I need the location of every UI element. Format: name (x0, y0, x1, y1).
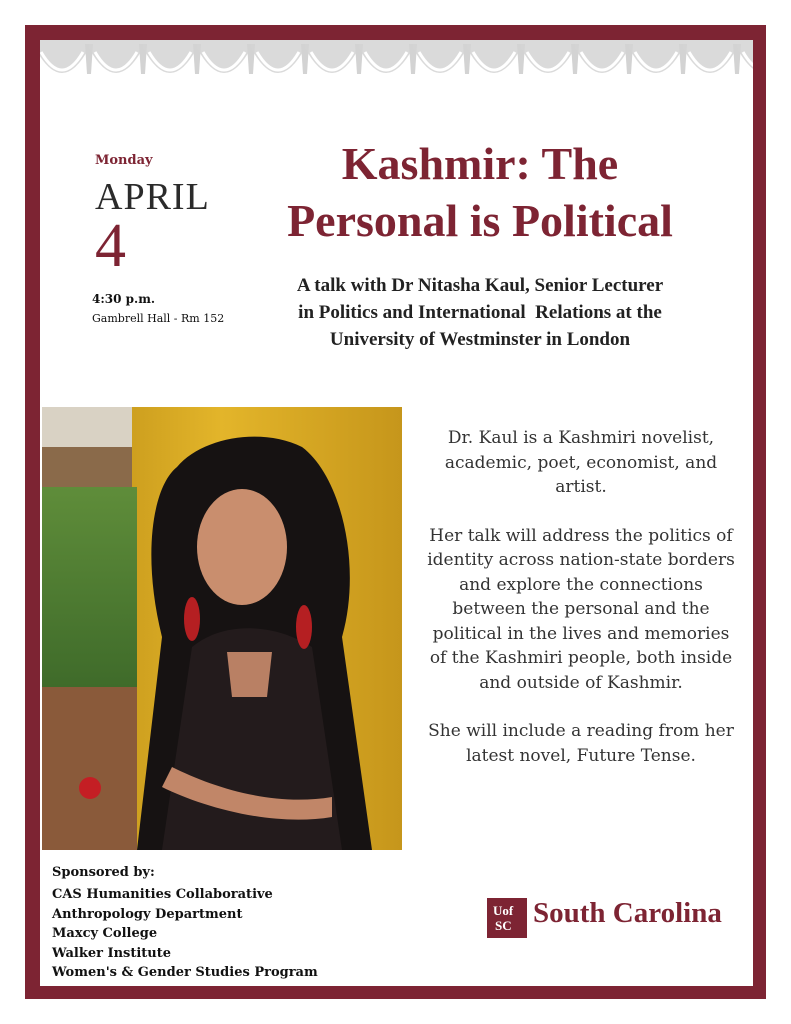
bio-paragraph-3: She will include a reading from her latest novel, Future Tense. (428, 721, 734, 766)
title-line-2: Personal is Political (287, 195, 673, 246)
university-logo-mark (487, 898, 527, 938)
sponsor-item: Maxcy College (52, 926, 158, 941)
event-month: APRIL (95, 176, 210, 218)
logo-mark-top: Uof (493, 903, 514, 918)
sponsors-heading: Sponsored by: (52, 865, 155, 880)
sponsor-item: Women's & Gender Studies Program (52, 965, 318, 980)
subtitle-line-2: in Politics and International Relations at the (298, 302, 662, 323)
event-day: Monday (95, 153, 153, 168)
event-date: 4 (95, 212, 126, 280)
logo-mark-bottom: SC (495, 918, 512, 933)
university-logo-text: South Carolina (533, 897, 722, 929)
event-subtitle (235, 272, 725, 353)
sponsor-item: CAS Humanities Collaborative (52, 887, 273, 902)
sponsor-item: Walker Institute (52, 945, 172, 961)
speaker-bio (422, 426, 740, 792)
sponsor-list (52, 885, 318, 983)
event-location: Gambrell Hall - Rm 152 (92, 312, 225, 325)
poster (40, 40, 753, 986)
bio-paragraph-1: Dr. Kaul is a Kashmiri novelist, academic, poet, economist, and artist. (444, 428, 718, 497)
drape-decoration (40, 40, 753, 110)
speaker-photo (42, 407, 402, 850)
bio-paragraph-2: Her talk will address the politics of identity across nation-state borders and explore the connections between the personal and the political in the lives and memories of the Kashmiri people, both inside and outside of Kashmir. (427, 525, 735, 693)
subtitle-line-1: A talk with Dr Nitasha Kaul, Senior Lecturer (296, 275, 664, 296)
sponsor-item: Anthropology Department (52, 906, 243, 922)
event-title (220, 135, 740, 249)
subtitle-line-3: University of Westminster in London (329, 329, 631, 350)
title-line-1: Kashmir: The (341, 138, 619, 189)
event-time: 4:30 p.m. (92, 292, 156, 306)
